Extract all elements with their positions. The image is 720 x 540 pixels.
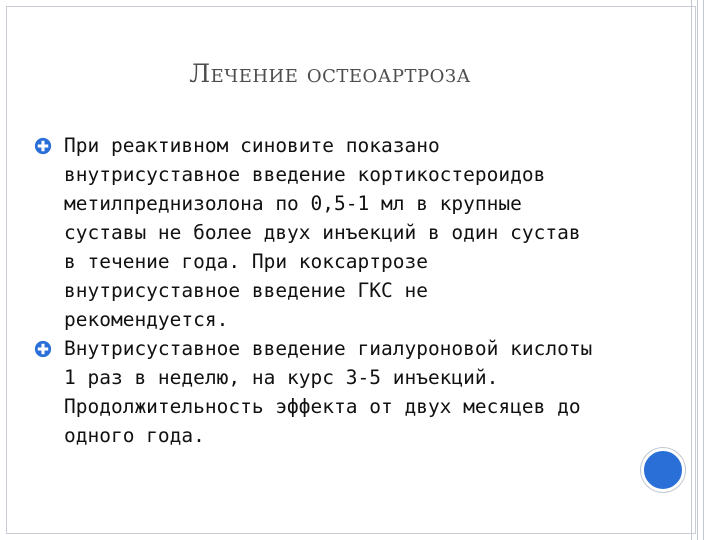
decorative-circle: [641, 448, 685, 492]
circle-plus-icon: [34, 340, 52, 358]
slide-content: [34, 131, 604, 450]
bullet-item: [34, 131, 604, 334]
right-rule-line: [697, 0, 698, 540]
circle-plus-icon: [34, 137, 52, 155]
bullet-item: [34, 334, 604, 450]
bullet-text: При реактивном синовите показано внутрисуставное введение кортикостероидов метилпреднизолона по 0,5-1 мл в крупные суставы не более двух инъекций в один сустав в течение года. При коксартрозе внутрисуставное введение ГКС не рекомендуется.: [64, 134, 581, 331]
bullet-text: Внутрисуставное введение гиалуроновой кислоты 1 раз в неделю, на курс 3-5 инъекций. Продолжительность эффекта от двух месяцев до одного года.: [64, 337, 593, 447]
right-rule-line: [691, 0, 692, 540]
right-rule-line: [703, 0, 704, 540]
slide-title: Лечение остеоартроза: [189, 58, 471, 88]
